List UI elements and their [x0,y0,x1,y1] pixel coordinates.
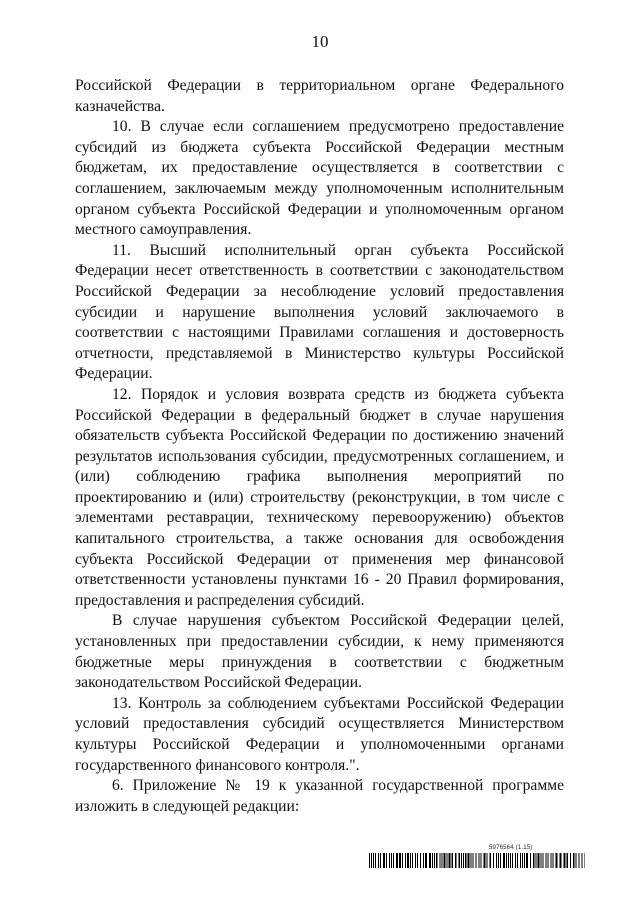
paragraph-clause-12: 12. Порядок и условия возврата средств из бюджета субъекта Российской Федерации в федеральный бюджет в случае нарушения обязательств субъекта Российской Федерации по достижению значений результатов использования субсидии, предусмотренных соглашением, и (или) соблюдению графика выполнения мероприятий по проектированию и (или) строительству (реконструкции, в том числе с элементами реставрации, техническому перевооружению) объектов капитального строительства, а также основания для освобождения субъекта Российской Федерации от применения мер финансовой ответственности установлены пунктами 16 - 20 Правил формирования, предоставления и распределения субсидий. [75,385,564,609]
paragraph-clause-10: 10. В случае если соглашением предусмотрено предоставление субсидий из бюджета субъекта Российской Федерации местным бюджетам, их предоставление осуществляется в соответствии с соглашением, заключаемым между уполномоченным исполнительным органом субъекта Российской Федерации и уполномоченным органом местного самоуправления. [75,118,564,239]
page-number: 10 [311,32,329,51]
paragraph-clause-12-violation: В случае нарушения субъектом Российской Федерации целей, установленных при предоставлении субсидии, к нему применяются бюджетные меры принуждения в соответствии с бюджетным законодательством Российской Федерации. [75,612,564,692]
paragraph-continuation: Российской Федерации в территориальном органе Федерального казначейства. [75,77,564,115]
barcode [369,853,585,868]
paragraph-clause-13: 13. Контроль за соблюдением субъектами Российской Федерации условий предоставления субсидий осуществляется Министерством культуры Российской Федерации и уполномоченными органами государственного финансового контроля.". [75,694,564,774]
paragraph-clause-11: 11. Высший исполнительный орган субъекта Российской Федерации несет ответственность в соответствии с законодательством Российской Федерации за несоблюдение условий предоставления субсидии и нарушение выполнения условий заключаемого в соответствии с настоящими Правилами соглашения и достоверность отчетности, представляемой в Министерство культуры Российской Федерации. [75,241,564,383]
paragraph-item-6: 6. Приложение № 19 к указанной государственной программе изложить в следующей редакции: [75,777,564,815]
document-code: 5976564 (1.15) [489,845,533,851]
document-body [75,76,564,817]
